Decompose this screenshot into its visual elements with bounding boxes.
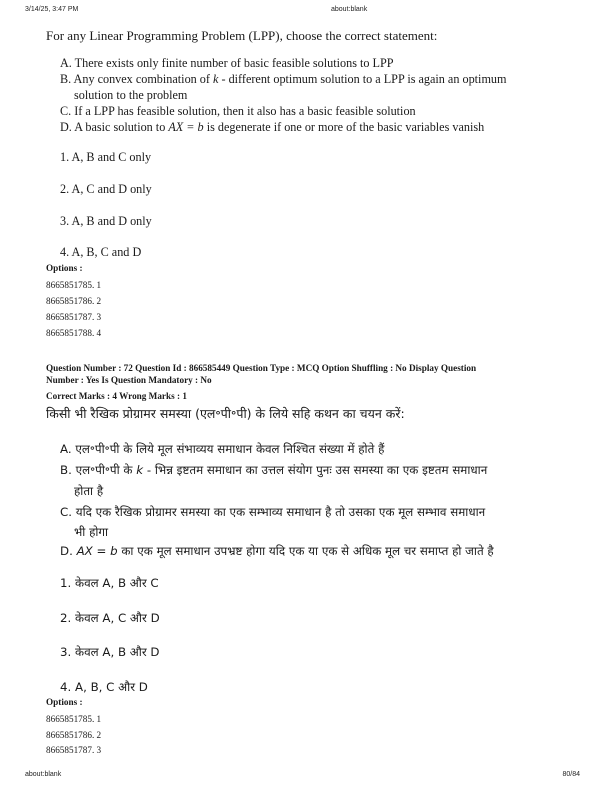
option-id: 8665851785. 1 [46,714,102,724]
statement-c: C. यदि एक रैखिक प्रोग्रामर समस्या का एक सम्भाव्य समाधान है तो उसका एक मूल सम्भाव समाधान [60,505,486,519]
question-meta-cont: Number : Yes Is Question Mandatory : No [46,375,212,385]
option-id: 8665851787. 3 [46,312,102,322]
answer-option-3[interactable]: 3. केवल A, B और D [60,645,160,659]
print-url: about:blank [25,771,62,778]
answer-option-3[interactable]: 3. A, B and D only [60,214,152,228]
answer-option-1[interactable]: 1. A, B and C only [60,150,152,164]
statement-b: B. एल॰पी॰पी के k - भिन्न इष्टतम समाधान का उत्तल संयोग पुनः उस समस्या का एक इष्टतम समाधान [60,463,488,477]
statement-b-cont: solution to the problem [74,88,188,102]
page-number: 80/84 [562,771,580,778]
answer-option-2[interactable]: 2. केवल A, C और D [60,611,160,625]
question-marks: Correct Marks : 4 Wrong Marks : 1 [46,391,187,401]
statement-d: D. AX = b का एक मूल समाधान उपभ्रष्ट होगा यदि एक या एक से अधिक मूल चर समाप्त हो जाते है [60,544,494,558]
option-id: 8665851787. 3 [46,745,102,755]
statement-a: A. एल॰पी॰पी के लिये मूल संभाव्यय समाधान केवल निश्चित संख्या में होते हैं [60,442,385,456]
options-label: Options : [46,263,83,273]
answer-option-2[interactable]: 2. A, C and D only [60,182,152,196]
option-id: 8665851785. 1 [46,280,102,290]
print-title: about:blank [331,6,368,13]
statement-c: C. If a LPP has feasible solution, then it also has a basic feasible solution [60,104,416,118]
statement-a: A. There exists only finite number of basic feasible solutions to LPP [60,56,394,70]
statement-d: D. A basic solution to AX = b is degenerate if one or more of the basic variables vanish [60,120,485,134]
statement-b: B. Any convex combination of k - different optimum solution to a LPP is again an optimum [60,72,507,86]
question-text: किसी भी रैखिक प्रोग्रामर समस्या (एल॰पी॰पी) के लिये सहि कथन का चयन करें: [46,406,405,421]
statement-b-cont: होता है [74,484,104,498]
option-id: 8665851786. 2 [46,296,102,306]
question-meta: Question Number : 72 Question Id : 866585449 Question Type : MCQ Option Shuffling : No Display Question [46,363,477,373]
option-id: 8665851786. 2 [46,730,102,740]
answer-option-1[interactable]: 1. केवल A, B और C [60,576,159,590]
answer-option-4[interactable]: 4. A, B, C और D [60,680,148,694]
options-label: Options : [46,697,83,707]
answer-option-4[interactable]: 4. A, B, C and D [60,245,142,259]
print-datetime: 3/14/25, 3:47 PM [25,6,79,13]
option-id: 8665851788. 4 [46,328,102,338]
question-text: For any Linear Programming Problem (LPP), choose the correct statement: [46,28,438,43]
statement-c-cont: भी होगा [74,525,109,539]
